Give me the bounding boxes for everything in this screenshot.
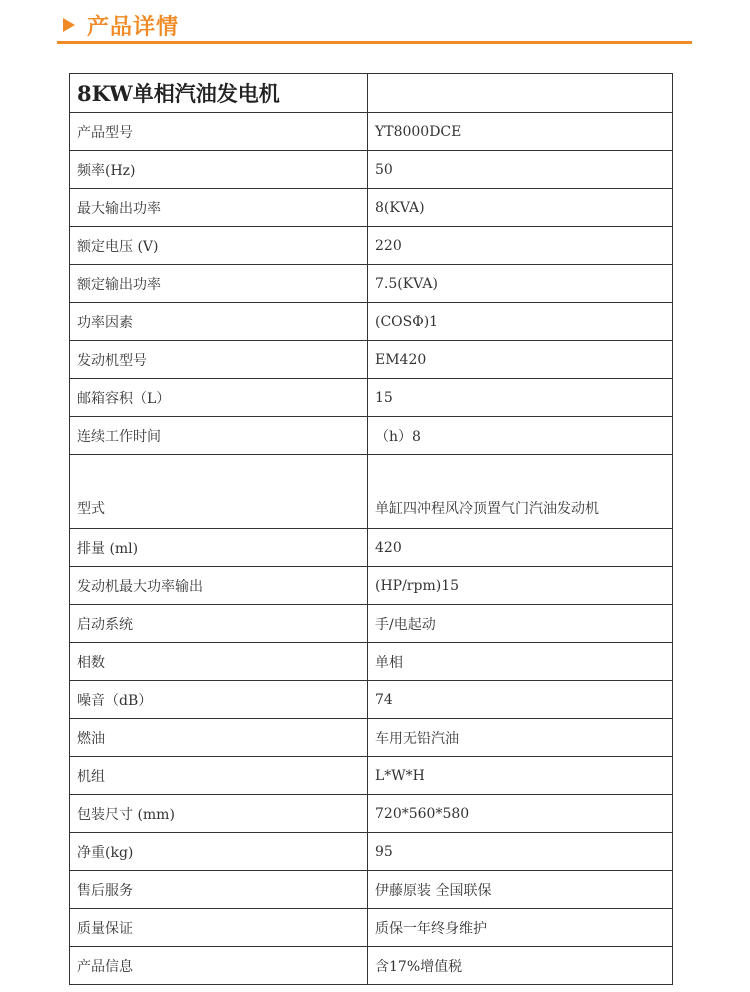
triangle-right-icon — [63, 18, 75, 32]
spec-value: 74 — [368, 681, 673, 719]
spec-label: 质量保证 — [70, 909, 368, 947]
spec-label: 产品型号 — [70, 113, 368, 151]
table-row — [70, 719, 673, 757]
spec-value: (COSΦ)1 — [368, 303, 673, 341]
table-row — [70, 151, 673, 189]
spec-value: （h）8 — [368, 417, 673, 455]
section-title: 产品详情 — [87, 15, 180, 40]
table-row — [70, 189, 673, 227]
spec-label: 净重(kg) — [70, 833, 368, 871]
table-row — [70, 227, 673, 265]
spec-label: 频率(Hz) — [70, 151, 368, 189]
spec-value: EM420 — [368, 341, 673, 379]
spec-value: 质保一年终身维护 — [368, 909, 673, 947]
table-row — [70, 909, 673, 947]
spec-value: 手/电起动 — [368, 605, 673, 643]
table-row — [70, 833, 673, 871]
spec-label: 燃油 — [70, 719, 368, 757]
spec-label: 噪音（dB） — [70, 681, 368, 719]
table-row — [70, 379, 673, 417]
table-row — [70, 567, 673, 605]
spec-value: 50 — [368, 151, 673, 189]
spec-value: 8(KVA) — [368, 189, 673, 227]
spec-label: 发动机型号 — [70, 341, 368, 379]
spec-value: 220 — [368, 227, 673, 265]
table-row — [70, 417, 673, 455]
spec-value: 720*560*580 — [368, 795, 673, 833]
table-row — [70, 303, 673, 341]
table-row — [70, 871, 673, 909]
spec-label: 包装尺寸 (mm) — [70, 795, 368, 833]
spec-label: 功率因素 — [70, 303, 368, 341]
table-title: 8KW单相汽油发电机 — [70, 74, 368, 113]
spec-value: 15 — [368, 379, 673, 417]
table-row — [70, 265, 673, 303]
spec-value: 95 — [368, 833, 673, 871]
spec-label: 连续工作时间 — [70, 417, 368, 455]
spec-value: 7.5(KVA) — [368, 265, 673, 303]
spec-label: 额定电压 (V) — [70, 227, 368, 265]
table-title-row — [70, 74, 673, 113]
spec-label: 机组 — [70, 757, 368, 795]
table-row — [70, 455, 673, 529]
table-title-blank — [368, 74, 673, 113]
table-row — [70, 681, 673, 719]
spec-label: 邮箱容积（L） — [70, 379, 368, 417]
spec-label: 额定输出功率 — [70, 265, 368, 303]
table-row — [70, 795, 673, 833]
section-header — [57, 10, 692, 44]
spec-value: 单缸四冲程风冷顶置气门汽油发动机 — [368, 455, 673, 529]
spec-value: 含17%增值税 — [368, 947, 673, 985]
table-row — [70, 757, 673, 795]
table-row — [70, 947, 673, 985]
spec-label: 最大输出功率 — [70, 189, 368, 227]
spec-value: 伊藤原装 全国联保 — [368, 871, 673, 909]
spec-label: 启动系统 — [70, 605, 368, 643]
spec-value: L*W*H — [368, 757, 673, 795]
spec-table — [69, 73, 673, 985]
spec-label: 相数 — [70, 643, 368, 681]
spec-label: 排量 (ml) — [70, 529, 368, 567]
spec-label: 售后服务 — [70, 871, 368, 909]
spec-label: 发动机最大功率输出 — [70, 567, 368, 605]
table-row — [70, 643, 673, 681]
table-row — [70, 529, 673, 567]
spec-value: 单相 — [368, 643, 673, 681]
table-row — [70, 605, 673, 643]
spec-value: YT8000DCE — [368, 113, 673, 151]
spec-value: 420 — [368, 529, 673, 567]
spec-label: 型式 — [70, 455, 368, 529]
spec-value: (HP/rpm)15 — [368, 567, 673, 605]
spec-value: 车用无铅汽油 — [368, 719, 673, 757]
table-row — [70, 113, 673, 151]
spec-label: 产品信息 — [70, 947, 368, 985]
table-row — [70, 341, 673, 379]
